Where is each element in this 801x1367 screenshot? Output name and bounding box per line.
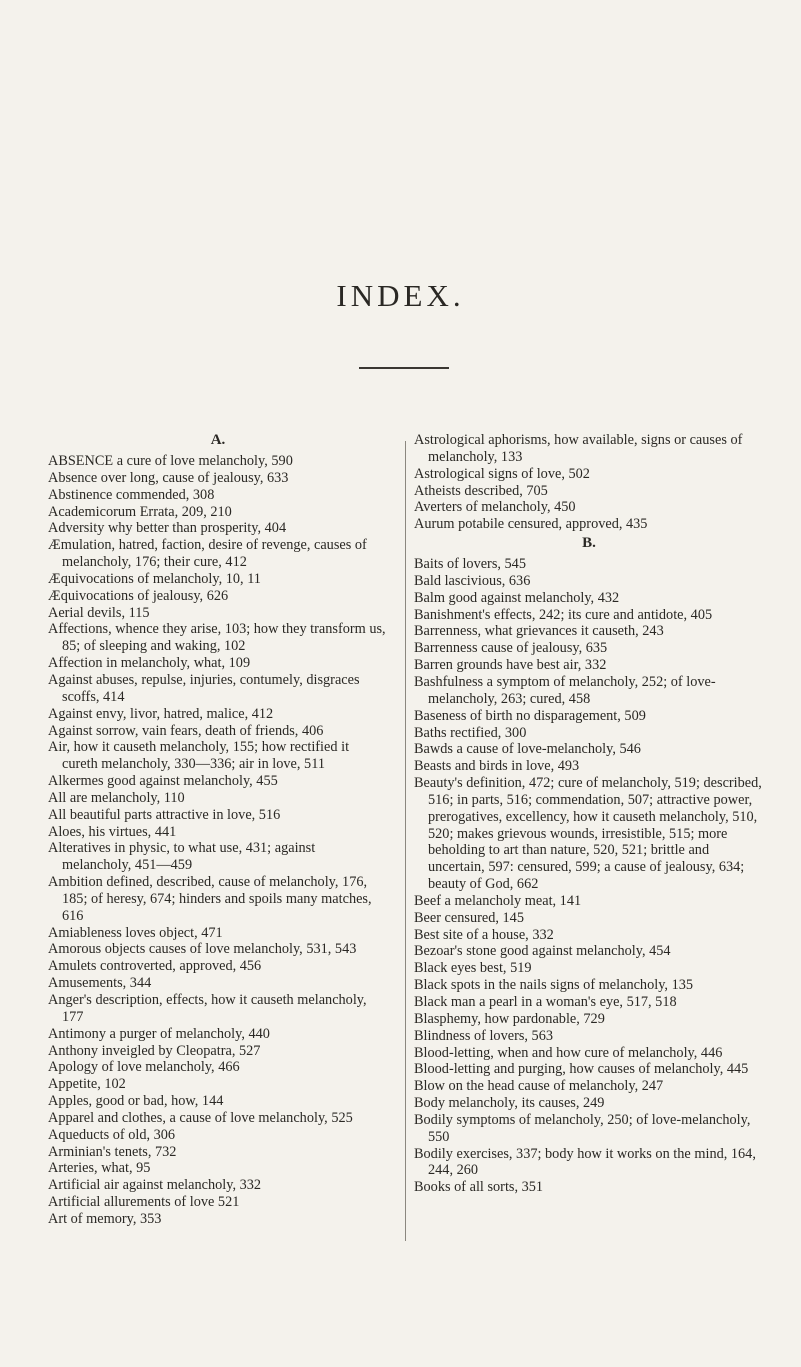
index-entry: Adversity why better than prosperity, 404 <box>48 520 287 537</box>
index-entry: Black man a pearl in a woman's eye, 517, 518 <box>414 994 677 1010</box>
left-entries <box>48 453 388 1228</box>
column-divider <box>405 441 406 1241</box>
index-entry: Baits of lovers, 545 <box>414 556 526 573</box>
index-entry: Air, how it causeth melancholy, 155; how rectified it cureth melancholy, 330—336; air in love, 511 <box>48 739 350 773</box>
index-entry: Beasts and birds in love, 493 <box>414 758 580 775</box>
index-entry: Blasphemy, how pardonable, 729 <box>414 1010 605 1027</box>
index-entry: Amusements, 344 <box>48 975 152 992</box>
index-entry: Against abuses, repulse, injuries, contumely, disgraces scoffs, 414 <box>48 671 360 705</box>
right-entries-b <box>414 556 764 1196</box>
left-column <box>48 432 388 1228</box>
index-entry: Bodily exercises, 337; body how it works on the mind, 164, 244, 260 <box>414 1145 756 1179</box>
index-entry: Anthony inveigled by Cleopatra, 527 <box>48 1042 261 1059</box>
index-entry: Black spots in the nails signs of melancholy, 135 <box>414 977 694 994</box>
index-entry: ABSENCE a cure of love melancholy, 590 <box>48 453 293 469</box>
index-entry: Black eyes best, 519 <box>414 960 532 977</box>
index-entry: Artificial air against melancholy, 332 <box>48 1177 262 1194</box>
index-entry: Barrenness, what grievances it causeth, 243 <box>414 623 664 640</box>
index-entry: Affections, whence they arise, 103; how they transform us, 85; of sleeping and waking, 102 <box>48 621 386 655</box>
index-entry: Academicorum Errata, 209, 210 <box>48 503 232 520</box>
index-entry: Amiableness loves object, 471 <box>48 924 223 941</box>
index-entry: Arteries, what, 95 <box>48 1160 151 1177</box>
section-letter-b: B. <box>582 535 596 552</box>
right-entries-a <box>414 432 764 533</box>
index-entry: Beauty's definition, 472; cure of melancholy, 519; described, 516; in parts, 516; commendation, 507; attractive power, prerogatives, excellency, how it causeth melancholy, 510, 520; makes grievous wounds, irresistible, 515; more beholding to art than nature, 520, 521; brittle and uncertain, 597: censured, 599; a cause of jealousy, 634; beauty of God, 662 <box>414 775 762 893</box>
index-entry: Affection in melancholy, what, 109 <box>48 655 251 672</box>
index-entry: Apples, good or bad, how, 144 <box>48 1093 224 1110</box>
section-letter-a: A. <box>210 432 226 448</box>
index-entry: Arminian's tenets, 732 <box>48 1143 177 1160</box>
index-entry: All beautiful parts attractive in love, 516 <box>48 806 281 823</box>
index-entry: Alteratives in physic, to what use, 431; against melancholy, 451—459 <box>48 840 316 874</box>
index-entry: Astrological signs of love, 502 <box>414 465 590 482</box>
index-entry: Against sorrow, vain fears, death of friends, 406 <box>48 722 324 739</box>
index-entry: Absence over long, cause of jealousy, 633 <box>48 469 289 486</box>
index-entry: Antimony a purger of melancholy, 440 <box>48 1025 270 1042</box>
index-entry: Apology of love melancholy, 466 <box>48 1059 240 1076</box>
index-entry: Amorous objects causes of love melancholy, 531, 543 <box>48 941 357 958</box>
index-entry: Baths rectified, 300 <box>414 724 527 741</box>
index-entry: Books of all sorts, 351 <box>414 1179 544 1196</box>
index-entry: Appetite, 102 <box>48 1076 126 1093</box>
index-entry: Beer censured, 145 <box>414 909 524 926</box>
index-entry: Æquivocations of jealousy, 626 <box>48 587 229 604</box>
index-entry: Blood-letting, when and how cure of melancholy, 446 <box>414 1044 723 1061</box>
index-entry: Art of memory, 353 <box>48 1210 162 1227</box>
index-entry: Against envy, livor, hatred, malice, 412 <box>48 705 274 722</box>
index-entry: Alkermes good against melancholy, 455 <box>48 773 278 790</box>
index-entry: Barren grounds have best air, 332 <box>414 657 607 674</box>
index-entry: Bald lascivious, 636 <box>414 572 531 589</box>
index-entry: Beef a melancholy meat, 141 <box>414 892 582 909</box>
index-entry: Atheists described, 705 <box>414 482 548 499</box>
index-entry: Best site of a house, 332 <box>414 926 554 943</box>
index-entry: Blow on the head cause of melancholy, 247 <box>414 1078 664 1095</box>
index-entry: Æquivocations of melancholy, 10, 11 <box>48 570 261 587</box>
title-rule <box>359 367 449 369</box>
index-entry: Balm good against melancholy, 432 <box>414 589 620 606</box>
index-entry: Baseness of birth no disparagement, 509 <box>414 707 646 724</box>
index-entry: Aerial devils, 115 <box>48 604 150 621</box>
index-entry: Blood-letting and purging, how causes of melancholy, 445 <box>414 1061 749 1078</box>
right-column <box>414 432 764 1196</box>
index-entry: Averters of melancholy, 450 <box>414 499 576 516</box>
index-entry: Bashfulness a symptom of melancholy, 252; of love-melancholy, 263; cured, 458 <box>414 673 716 707</box>
index-entry: Astrological aphorisms, how available, signs or causes of melancholy, 133 <box>414 432 743 465</box>
index-entry: Aqueducts of old, 306 <box>48 1126 176 1143</box>
index-entry: All are melancholy, 110 <box>48 789 185 806</box>
page-title: INDEX. <box>336 278 465 313</box>
index-entry: Amulets controverted, approved, 456 <box>48 958 262 975</box>
index-entry: Blindness of lovers, 563 <box>414 1027 553 1044</box>
index-entry: Bawds a cause of love-melancholy, 546 <box>414 741 641 758</box>
index-entry: Æmulation, hatred, faction, desire of revenge, causes of melancholy, 176; their cure, 412 <box>48 537 367 571</box>
index-entry: Body melancholy, its causes, 249 <box>414 1095 605 1112</box>
index-entry: Bezoar's stone good against melancholy, 454 <box>414 943 671 960</box>
index-entry: Aloes, his virtues, 441 <box>48 823 177 840</box>
index-entry: Abstinence commended, 308 <box>48 486 215 503</box>
index-entry: Bodily symptoms of melancholy, 250; of love-melancholy, 550 <box>414 1111 751 1145</box>
index-entry: Barrenness cause of jealousy, 635 <box>414 640 608 657</box>
index-entry: Banishment's effects, 242; its cure and antidote, 405 <box>414 606 713 623</box>
index-entry: Ambition defined, described, cause of melancholy, 176, 185; of heresy, 674; hinders and spoils many matches, 616 <box>48 874 372 924</box>
index-entry: Aurum potabile censured, approved, 435 <box>414 516 648 533</box>
index-entry: Artificial allurements of love 521 <box>48 1194 240 1211</box>
index-entry: Anger's description, effects, how it causeth melancholy, 177 <box>48 992 367 1025</box>
index-entry: Apparel and clothes, a cause of love melancholy, 525 <box>48 1109 353 1126</box>
